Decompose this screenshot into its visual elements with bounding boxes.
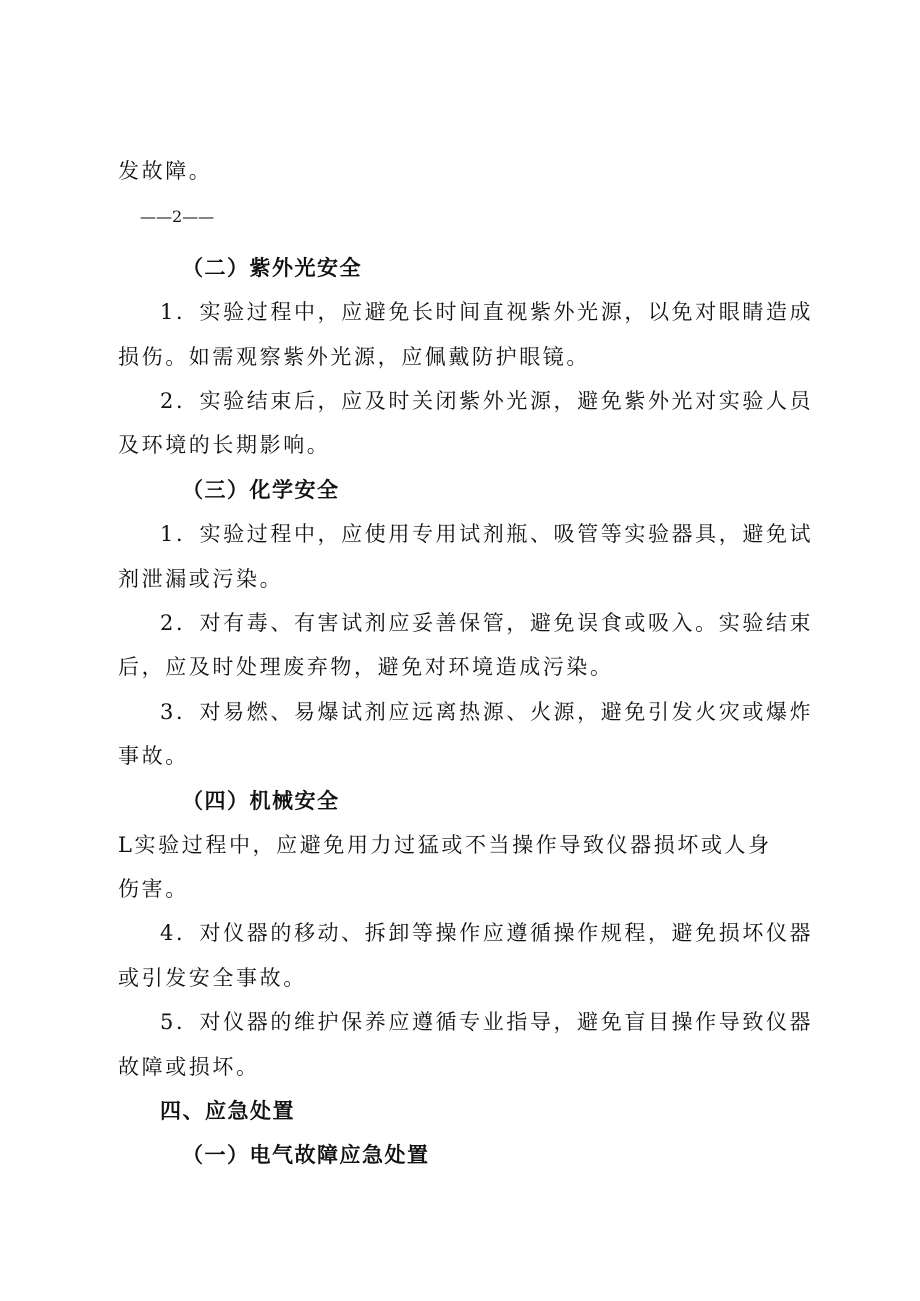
paragraph-continuation-line: 发故障。 <box>118 159 213 183</box>
section-heading-mechanical-safety: （四）机械安全 <box>182 788 340 813</box>
paragraph-uv-1-line-1: 1．实验过程中，应避免长时间直视紫外光源，以免对眼睛造成 <box>160 300 814 324</box>
paragraph-mechanical-5-line-2: 故障或损坏。 <box>118 1055 260 1079</box>
paragraph-mechanical-1-line-2: 伤害。 <box>118 877 189 901</box>
paragraph-chemical-1-line-2: 剂泄漏或污染。 <box>118 567 284 591</box>
paragraph-chemical-3-line-1: 3．对易燃、易爆试剂应远离热源、火源，避免引发火灾或爆炸 <box>160 700 814 724</box>
paragraph-mechanical-5-line-1: 5．对仪器的维护保养应遵循专业指导，避免盲目操作导致仪器 <box>160 1010 814 1034</box>
section-heading-chemical-safety: （三）化学安全 <box>182 477 340 502</box>
paragraph-uv-2-line-2: 及环境的长期影响。 <box>118 433 331 457</box>
section-heading-emergency-response: 四、应急处置 <box>160 1098 295 1123</box>
paragraph-mechanical-1-line-1: L实验过程中，应避免用力过猛或不当操作导致仪器损坏或人身 <box>118 833 772 857</box>
paragraph-chemical-1-line-1: 1．实验过程中，应使用专用试剂瓶、吸管等实验器具，避免试 <box>160 522 814 546</box>
paragraph-chemical-2-line-1: 2．对有毒、有害试剂应妥善保管，避免误食或吸入。实验结束 <box>160 611 814 635</box>
paragraph-uv-1-line-2: 损伤。如需观察紫外光源，应佩戴防护眼镜。 <box>118 345 590 369</box>
paragraph-chemical-3-line-2: 事故。 <box>118 744 189 768</box>
paragraph-mechanical-4-line-1: 4．对仪器的移动、拆卸等操作应遵循操作规程，避免损坏仪器 <box>160 921 814 945</box>
section-heading-electrical-emergency: （一）电气故障应急处置 <box>182 1142 430 1167</box>
section-heading-uv-safety: （二）紫外光安全 <box>182 255 362 280</box>
paragraph-mechanical-4-line-2: 或引发安全事故。 <box>118 966 307 990</box>
page-number: ——2—— <box>140 207 215 226</box>
paragraph-chemical-2-line-2: 后，应及时处理废弃物，避免对环境造成污染。 <box>118 655 614 679</box>
paragraph-uv-2-line-1: 2．实验结束后，应及时关闭紫外光源，避免紫外光对实验人员 <box>160 389 814 413</box>
